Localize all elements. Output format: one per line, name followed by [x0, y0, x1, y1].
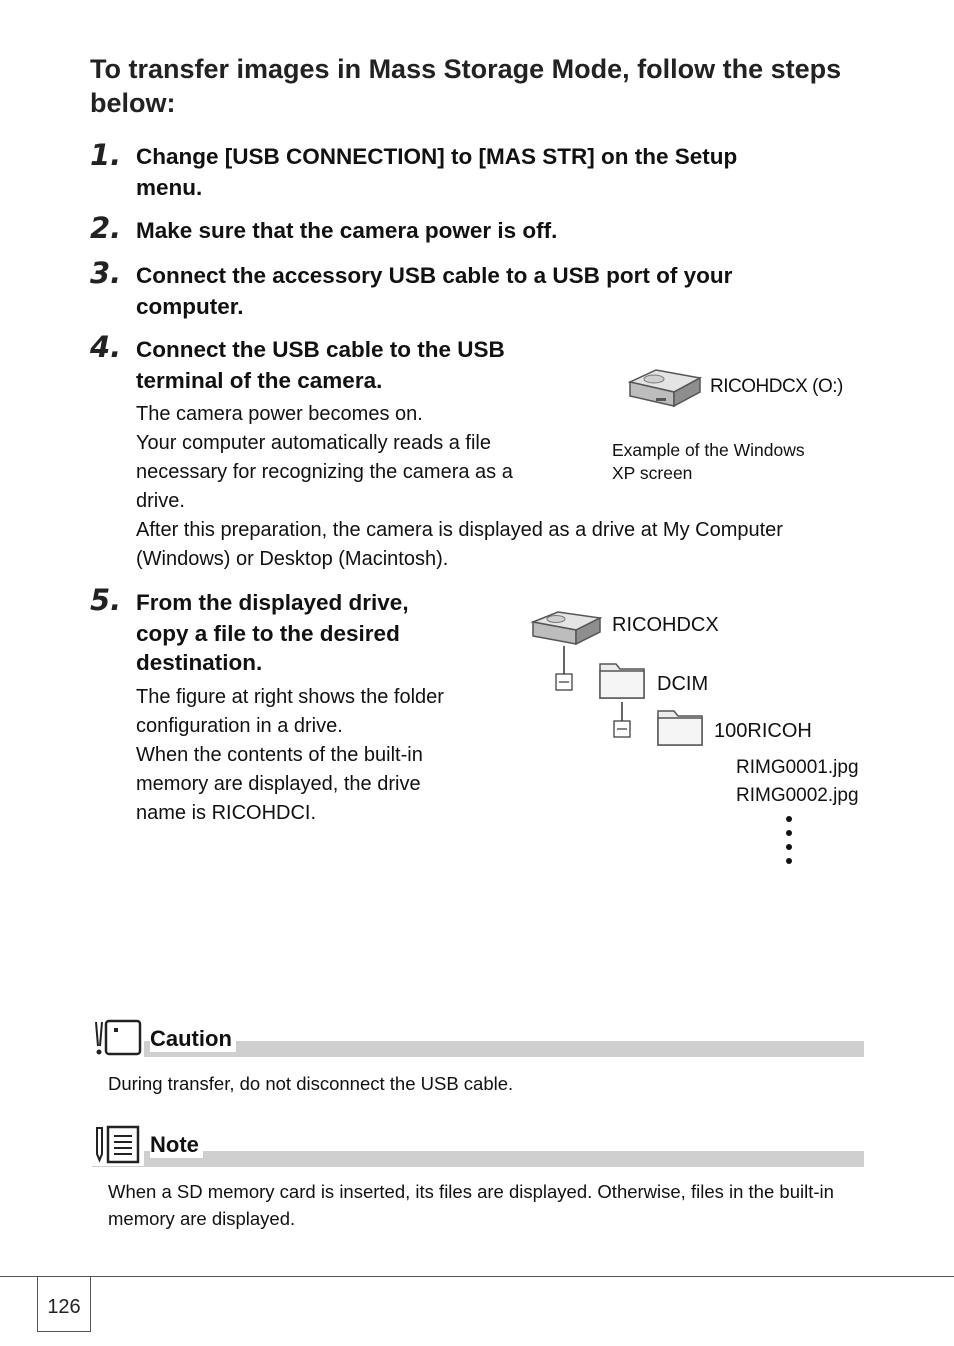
step-4-body-line: (Windows) or Desktop (Macintosh). [136, 548, 449, 570]
drive-icon [530, 608, 604, 653]
step-5-body-line: configuration in a drive. [136, 715, 343, 737]
figure-caption-line1: Example of the Windows [612, 440, 805, 460]
caution-label: Caution [150, 1026, 236, 1052]
step-1-number: 1. [90, 138, 122, 172]
step-4-body-line: drive. [136, 490, 185, 512]
drive-label: RICOHDCX (O:) [710, 376, 843, 397]
collapse-box-icon [613, 720, 631, 743]
step-4-title-line2: terminal of the camera. [136, 368, 383, 393]
step-5-number: 5. [90, 583, 122, 617]
step-5-body-line: The figure at right shows the folder [136, 686, 444, 708]
step-3-title-line1: Connect the accessory USB cable to a USB port of your [136, 263, 733, 288]
folder-icon [597, 658, 647, 705]
step-4-number: 4. [90, 330, 122, 364]
step-5-title-line1: From the displayed drive, [136, 590, 409, 615]
step-4-body-line: The camera power becomes on. [136, 403, 423, 425]
figure-caption-line2: XP screen [612, 463, 693, 483]
note-label: Note [150, 1132, 203, 1158]
caution-text: During transfer, do not disconnect the USB cable. [108, 1073, 514, 1094]
tree-folder-dcim: DCIM [657, 673, 709, 695]
note-text-line1: When a SD memory card is inserted, its files are displayed. Otherwise, files in the built-in [108, 1181, 834, 1202]
note-icon [92, 1124, 144, 1166]
step-1-title-line1: Change [USB CONNECTION] to [MAS STR] on the Setup [136, 144, 738, 169]
ellipsis-dot [786, 830, 792, 836]
step-5-body [136, 683, 444, 828]
step-4-body-line: Your computer automatically reads a file [136, 432, 491, 454]
ellipsis-dot [786, 858, 792, 864]
step-5-title-line2: copy a file to the desired [136, 621, 400, 646]
ellipsis-dot [786, 816, 792, 822]
step-2-number: 2. [90, 211, 122, 245]
file-name: RIMG0001.jpg [736, 757, 859, 778]
step-5-body-line: name is RICOHDCI. [136, 802, 317, 824]
collapse-box-icon [555, 673, 573, 696]
caution-icon [92, 1018, 144, 1058]
step-3-number: 3. [90, 256, 122, 290]
tree-drive-label: RICOHDCX [612, 614, 719, 636]
step-4-title-line1: Connect the USB cable to the USB [136, 337, 505, 362]
note-bar [92, 1151, 864, 1167]
step-4-body-line: necessary for recognizing the camera as a [136, 461, 513, 483]
page-heading: To transfer images in Mass Storage Mode, follow the steps below: [90, 54, 842, 118]
step-2-title: Make sure that the camera power is off. [136, 218, 558, 243]
step-4-body-line: After this preparation, the camera is displayed as a drive at My Computer [136, 519, 783, 541]
footer-rule [0, 1276, 954, 1277]
step-4-body [136, 400, 783, 574]
folder-icon [655, 705, 705, 752]
step-5-title-line3: destination. [136, 650, 263, 675]
step-1-title-line2: menu. [136, 175, 203, 200]
step-3-title-line2: computer. [136, 294, 244, 319]
drive-icon [626, 366, 704, 417]
page-number: 126 [47, 1296, 81, 1318]
step-5-body-line: memory are displayed, the drive [136, 773, 421, 795]
note-text-line2: memory are displayed. [108, 1208, 296, 1229]
tree-folder-100ricoh: 100RICOH [714, 720, 812, 742]
step-5-body-line: When the contents of the built-in [136, 744, 423, 766]
file-name: RIMG0002.jpg [736, 785, 859, 806]
file-list [736, 754, 859, 810]
ellipsis-dot [786, 844, 792, 850]
